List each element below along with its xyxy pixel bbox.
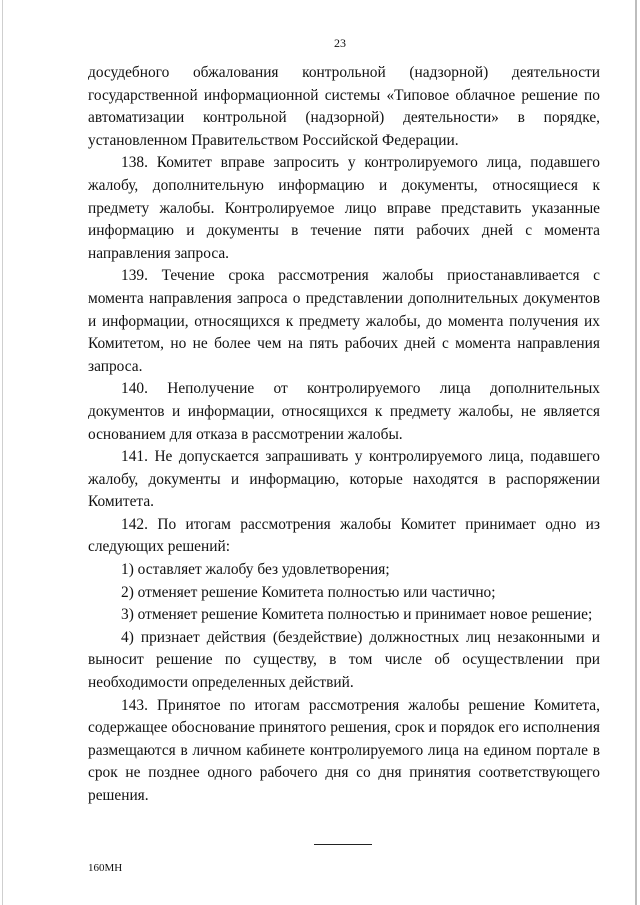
paragraph-continuation: досудебного обжалования контрольной (надзорной) деятельности государственной информационной системы «Типовое облачное решение по автоматизации контрольной (надзорной) деятельности» в порядке, установленном Правительством Российской Федерации. — [88, 64, 600, 149]
paragraph-143: 143. Принятое по итогам рассмотрения жалобы решение Комитета, содержащее обоснование принятого решения, срок и порядок его исполнения размещаются в личном кабинете контролируемого лица на едином портале в срок не позднее одного рабочего дня со дня принятия соответствующего решения. — [88, 696, 600, 804]
list-item-4: 4) признает действия (бездействие) должностных лиц незаконными и выносит решение по существу, в том числе об осуществлении при необходимости определенных действий. — [88, 628, 600, 692]
paragraph-140: 140. Неполучение от контролируемого лица дополнительных документов и информации, относящихся к предмету жалобы, не является основанием для отказа в рассмотрении жалобы. — [88, 380, 600, 443]
list-item-2: 2) отменяет решение Комитета полностью или частично; — [121, 583, 496, 601]
scan-edge-right — [635, 0, 637, 905]
document-body — [88, 62, 600, 808]
scan-edge-left — [2, 0, 3, 905]
list-item-3: 3) отменяет решение Комитета полностью и принимает новое решение; — [121, 606, 593, 624]
footer-document-code: 160МН — [88, 862, 123, 874]
paragraph-139: 139. Течение срока рассмотрения жалобы приостанавливается с момента направления запроса о представлении дополнительных документов и информации, относящихся к предмету жалобы, до момента получения их Комитетом, но не более чем на пять рабочих дней с момента направления запроса. — [88, 267, 600, 375]
paragraph-142: 142. По итогам рассмотрения жалобы Комитет принимает одно из следующих решений: — [88, 515, 600, 556]
list-item-1: 1) оставляет жалобу без удовлетворения; — [121, 561, 390, 579]
page-number: 23 — [334, 36, 346, 50]
paragraph-141: 141. Не допускается запрашивать у контролируемого лица, подавшего жалобу, документы и информацию, которые находятся в распоряжении Комитета. — [88, 448, 600, 511]
end-divider — [314, 844, 372, 845]
paragraph-138: 138. Комитет вправе запросить у контролируемого лица, подавшего жалобу, дополнительную информацию и документы, относящиеся к предмету жалобы. Контролируемое лицо вправе представить указанные информацию и документы в течение пяти рабочих дней с момента направления запроса. — [88, 154, 600, 262]
